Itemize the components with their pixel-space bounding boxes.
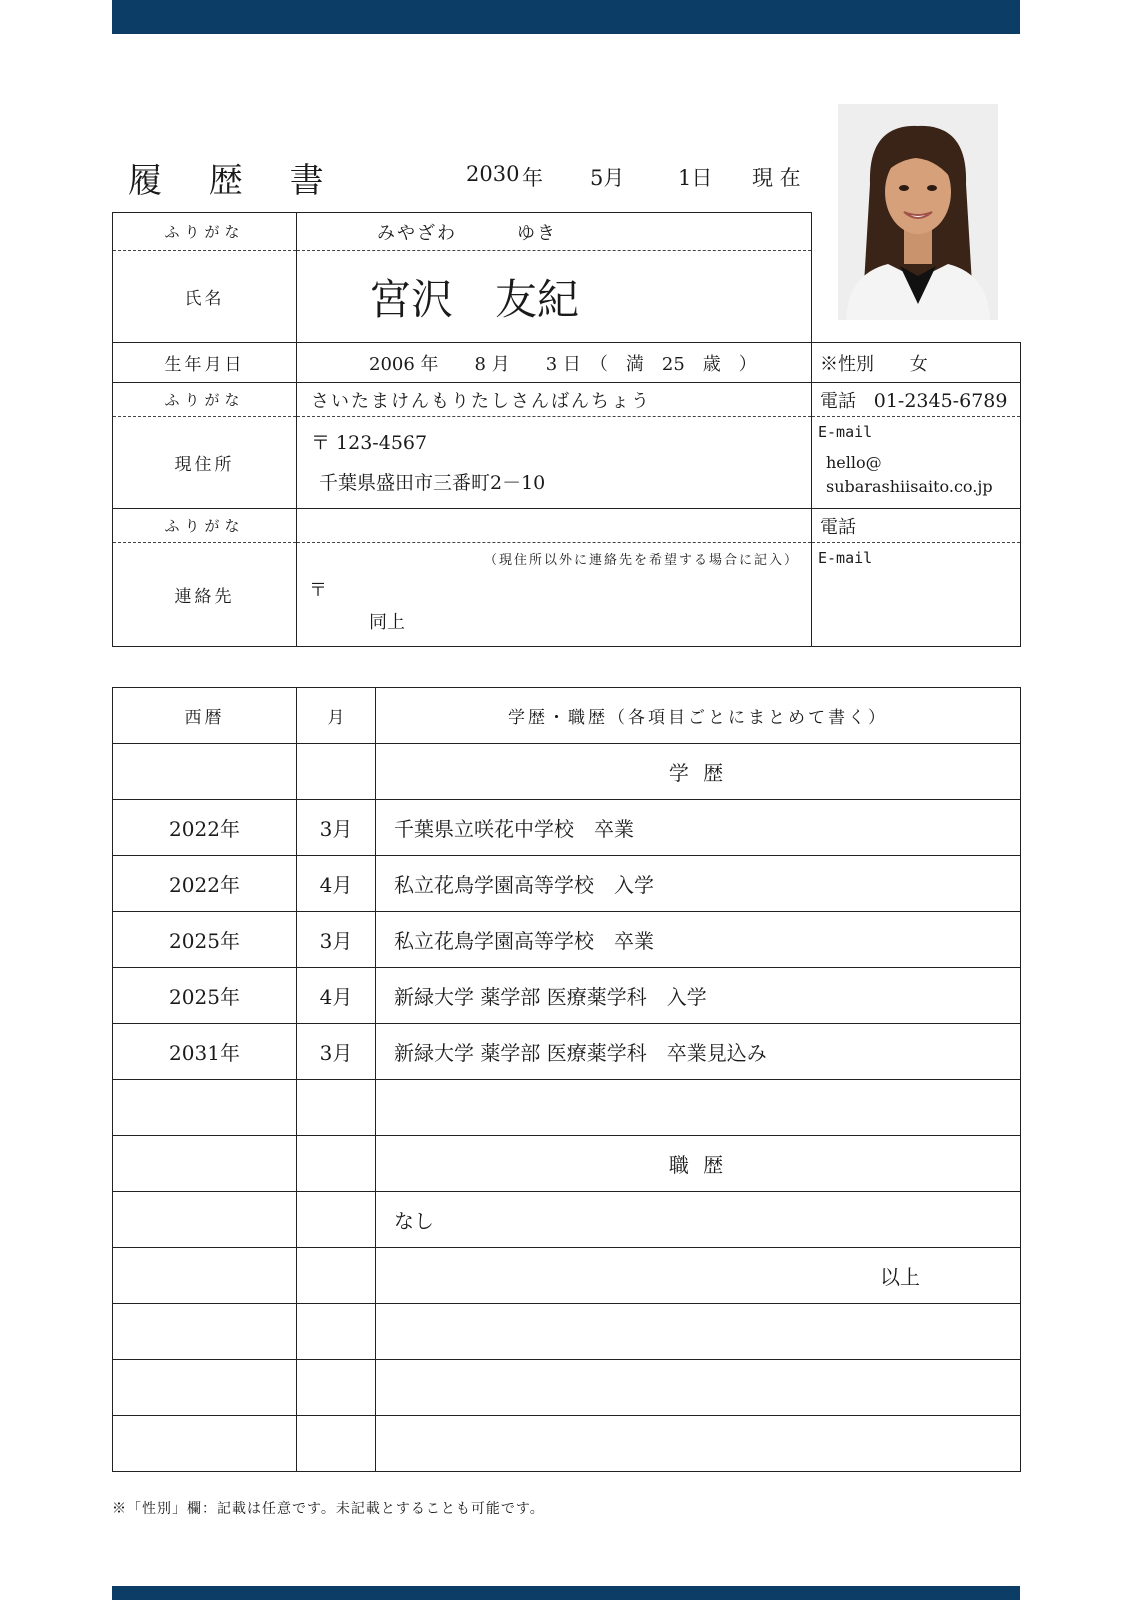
month-cell[interactable]: 3月 xyxy=(297,912,376,968)
birthdate-field[interactable]: 2006 年 8 月 3 日 （ 満 25 歳 ） xyxy=(297,343,812,383)
footer-bar xyxy=(112,1586,1020,1600)
desc-cell[interactable]: 新緑大学 薬学部 医療薬学科 入学 xyxy=(376,968,1021,1024)
address-furigana-label: ふりがな xyxy=(113,383,297,417)
year-cell[interactable] xyxy=(113,1136,297,1192)
table-row xyxy=(113,800,1021,856)
desc-cell[interactable] xyxy=(376,1304,1021,1360)
contact-field: 同上 xyxy=(369,612,405,633)
month-cell[interactable] xyxy=(297,1416,376,1472)
address-label: 現住所 xyxy=(113,417,297,509)
gender-label: ※性別 xyxy=(820,353,874,375)
table-row xyxy=(113,912,1021,968)
col-desc-header: 学歴・職歴（各項目ごとにまとめて書く） xyxy=(376,688,1021,744)
contact-furigana-label: ふりがな xyxy=(113,509,297,543)
table-row xyxy=(113,1192,1021,1248)
date-day: 1日 xyxy=(678,166,713,190)
month-cell[interactable]: 4月 xyxy=(297,968,376,1024)
name-field[interactable]: 宮沢 友紀 xyxy=(297,251,812,343)
document-title: 履 歴 書 xyxy=(128,161,342,201)
header-bar xyxy=(112,0,1020,34)
desc-cell[interactable]: 私立花鳥学園高等学校 入学 xyxy=(376,856,1021,912)
contact-email-label: E-mail xyxy=(818,549,873,567)
year-cell[interactable]: 2025年 xyxy=(113,968,297,1024)
table-row xyxy=(113,1304,1021,1360)
desc-cell[interactable]: 新緑大学 薬学部 医療薬学科 卒業見込み xyxy=(376,1024,1021,1080)
month-cell[interactable] xyxy=(297,1360,376,1416)
month-cell[interactable]: 4月 xyxy=(297,856,376,912)
address-cell[interactable] xyxy=(297,417,812,509)
gender-field[interactable]: 女 xyxy=(909,353,928,375)
desc-cell[interactable]: 私立花鳥学園高等学校 卒業 xyxy=(376,912,1021,968)
year-cell[interactable] xyxy=(113,1304,297,1360)
month-cell[interactable] xyxy=(297,1304,376,1360)
month-cell[interactable] xyxy=(297,1080,376,1136)
education-heading: 学 歴 xyxy=(376,744,1021,800)
email-line-2: subarashiisaito.co.jp xyxy=(826,477,993,496)
email-label: E-mail xyxy=(818,423,873,441)
year-cell[interactable] xyxy=(113,744,297,800)
month-cell[interactable]: 3月 xyxy=(297,800,376,856)
table-row xyxy=(113,1360,1021,1416)
table-row xyxy=(113,1248,1021,1304)
year-cell[interactable]: 2022年 xyxy=(113,856,297,912)
year-cell[interactable] xyxy=(113,1192,297,1248)
desc-cell[interactable] xyxy=(376,1360,1021,1416)
address-field: 千葉県盛田市三番町2－10 xyxy=(319,471,546,494)
date-year-unit: 年 xyxy=(522,166,543,190)
contact-label: 連絡先 xyxy=(113,543,297,647)
table-row xyxy=(113,968,1021,1024)
email-field[interactable] xyxy=(818,441,1020,499)
year-cell[interactable] xyxy=(113,1360,297,1416)
work-heading: 職 歴 xyxy=(376,1136,1021,1192)
furigana-label: ふりがな xyxy=(113,213,297,251)
end-mark: 以上 xyxy=(376,1248,1021,1304)
desc-cell[interactable] xyxy=(376,1080,1021,1136)
month-cell[interactable] xyxy=(297,1248,376,1304)
contact-phone-label: 電話 xyxy=(812,509,1021,543)
table-row xyxy=(113,856,1021,912)
desc-cell[interactable]: 千葉県立咲花中学校 卒業 xyxy=(376,800,1021,856)
year-cell[interactable]: 2022年 xyxy=(113,800,297,856)
year-cell[interactable]: 2031年 xyxy=(113,1024,297,1080)
date-as-of: 現 在 xyxy=(752,166,801,190)
table-row xyxy=(113,1080,1021,1136)
email-cell xyxy=(812,417,1021,509)
col-year-header: 西暦 xyxy=(113,688,297,744)
personal-info-table xyxy=(112,212,1021,647)
email-line-1: hello@ xyxy=(826,453,882,472)
date-year: 2030 xyxy=(466,162,520,186)
phone-field[interactable]: 01-2345-6789 xyxy=(873,389,1008,412)
month-cell[interactable]: 3月 xyxy=(297,1024,376,1080)
col-month-header: 月 xyxy=(297,688,376,744)
gender-footnote: ※「性別」欄：記載は任意です。未記載とすることも可能です。 xyxy=(112,1501,545,1517)
phone-label: 電話 xyxy=(820,390,856,412)
month-cell[interactable] xyxy=(297,1136,376,1192)
desc-cell[interactable] xyxy=(376,1416,1021,1472)
month-cell[interactable] xyxy=(297,1192,376,1248)
contact-email-cell[interactable] xyxy=(812,543,1021,647)
table-row xyxy=(113,1416,1021,1472)
table-row xyxy=(113,1136,1021,1192)
date-month: 5月 xyxy=(590,166,625,190)
name-furigana-field[interactable]: みやざわ ゆき xyxy=(297,213,812,251)
contact-note: （現住所以外に連絡先を希望する場合に記入） xyxy=(483,553,799,568)
phone-cell xyxy=(812,383,1021,417)
table-row xyxy=(113,1024,1021,1080)
birthdate-label: 生年月日 xyxy=(113,343,297,383)
month-cell[interactable] xyxy=(297,744,376,800)
desc-cell[interactable]: なし xyxy=(376,1192,1021,1248)
contact-furigana-field[interactable] xyxy=(297,509,812,543)
year-cell[interactable]: 2025年 xyxy=(113,912,297,968)
year-cell[interactable] xyxy=(113,1080,297,1136)
contact-postal: 〒 xyxy=(309,580,327,601)
history-table xyxy=(112,687,1021,1472)
address-furigana-field[interactable]: さいたまけんもりたしさんばんちょう xyxy=(297,383,812,417)
year-cell[interactable] xyxy=(113,1248,297,1304)
postal-code: 〒 123-4567 xyxy=(311,431,428,454)
name-label: 氏名 xyxy=(113,251,297,343)
gender-cell xyxy=(812,343,1021,383)
year-cell[interactable] xyxy=(113,1416,297,1472)
contact-cell[interactable] xyxy=(297,543,812,647)
